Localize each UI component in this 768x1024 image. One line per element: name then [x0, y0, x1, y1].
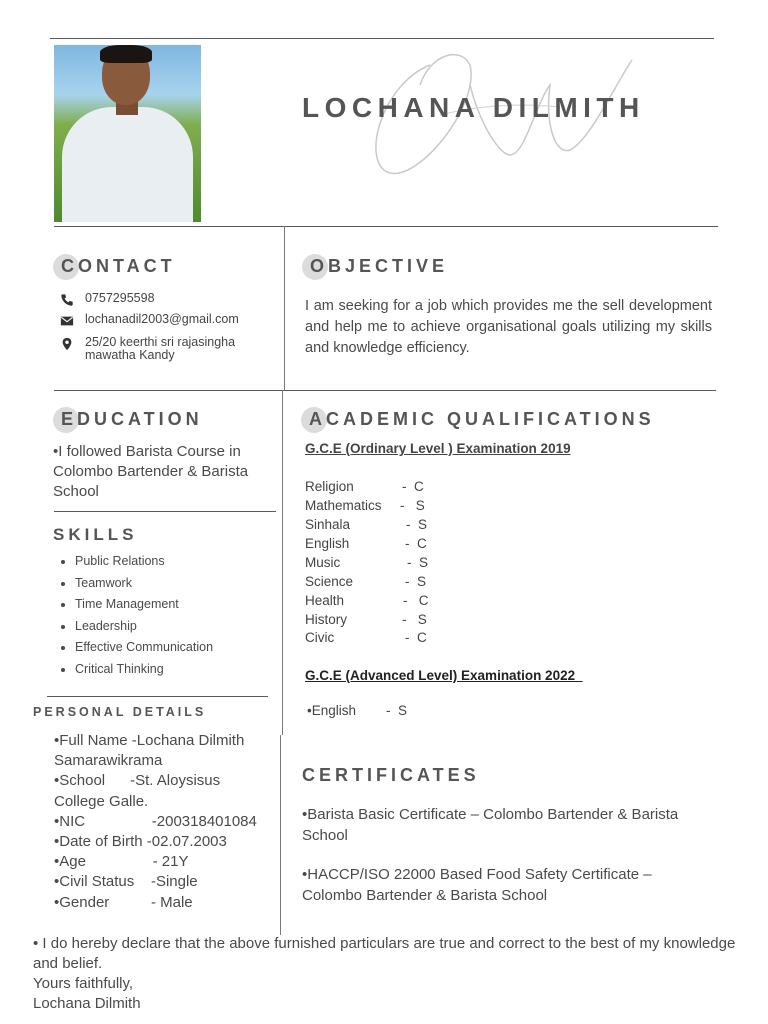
personal-details-title: PERSONAL DETAILS	[33, 705, 207, 719]
phone-icon	[60, 293, 74, 307]
address-line-2: mawatha Kandy	[85, 348, 175, 362]
section-rule	[54, 390, 716, 391]
list-item: • Teamwork	[75, 573, 213, 595]
full-name-heading: LOCHANA DILMITH	[302, 92, 645, 123]
address-line-1: 25/20 keerthi sri rajasingha	[85, 335, 236, 349]
personal-line: •Full Name -Lochana Dilmith	[54, 732, 245, 749]
signoff-name: Lochana Dilmith	[33, 995, 141, 1012]
column-divider-top	[284, 226, 285, 390]
contact-address	[60, 336, 235, 362]
closing-text: Yours faithfully,	[33, 975, 134, 992]
declaration-text: • I do hereby declare that the above furnished particulars are true and correct to the best of my knowledge and belief.	[33, 935, 736, 973]
personal-line: •Date of Birth -02.07.2003	[54, 833, 227, 851]
education-rule	[54, 511, 276, 512]
top-rule	[50, 38, 714, 39]
personal-details	[54, 731, 274, 913]
column-divider-mid	[282, 390, 283, 735]
header-rule	[54, 226, 718, 227]
personal-line: Samarawikrama	[54, 752, 163, 770]
personal-line: •Civil Status -Single	[54, 873, 198, 891]
certificates-title: CERTIFICATES	[302, 765, 480, 785]
list-item: • Effective Communication	[75, 637, 213, 659]
location-pin-icon	[60, 337, 74, 351]
skills-rule	[47, 696, 268, 697]
al-subject-row: •English - S	[307, 703, 408, 718]
contact-title: CONTACT	[61, 256, 176, 277]
skills-list	[48, 551, 213, 681]
skills-title: SKILLS	[53, 525, 138, 544]
personal-line: College Galle.	[54, 792, 149, 810]
certificate-item: •Barista Basic Certificate – Colombo Bartender & Barista School	[302, 806, 679, 844]
ol-exam-title: G.C.E (Ordinary Level ) Examination 2019	[305, 441, 571, 456]
list-item: • Leadership	[75, 616, 213, 638]
al-exam-title: G.C.E (Advanced Level) Examination 2022	[305, 668, 583, 683]
personal-line: •School -St. Aloysisus	[54, 772, 221, 790]
personal-line: •NIC -200318401084	[54, 812, 257, 830]
mail-icon	[60, 314, 74, 328]
academic-title: ACADEMIC QUALIFICATIONS	[309, 409, 655, 430]
education-title: EDUCATION	[61, 409, 203, 430]
list-item: • Critical Thinking	[75, 659, 213, 681]
education-text: •I followed Barista Course in Colombo Bartender & Barista School	[53, 443, 249, 500]
list-item: • Time Management	[75, 594, 213, 616]
contact-phone[interactable]: 0757295598	[60, 292, 155, 307]
contact-email[interactable]: lochanadil2003@gmail.com	[60, 313, 239, 328]
certificate-item: •HACCP/ISO 22000 Based Food Safety Certificate – Colombo Bartender & Barista School	[302, 866, 652, 904]
objective-title: OBJECTIVE	[310, 256, 448, 277]
list-item: • Public Relations	[75, 551, 213, 573]
personal-line: •Age - 21Y	[54, 853, 189, 871]
profile-photo	[54, 45, 201, 222]
objective-text: I am seeking for a job which provides me the sell development and help me to achieve organisational goals utilizing my skills and knowledge efficiency.	[305, 298, 712, 356]
personal-line: •Gender - Male	[54, 893, 193, 911]
column-divider-bottom	[280, 735, 281, 935]
